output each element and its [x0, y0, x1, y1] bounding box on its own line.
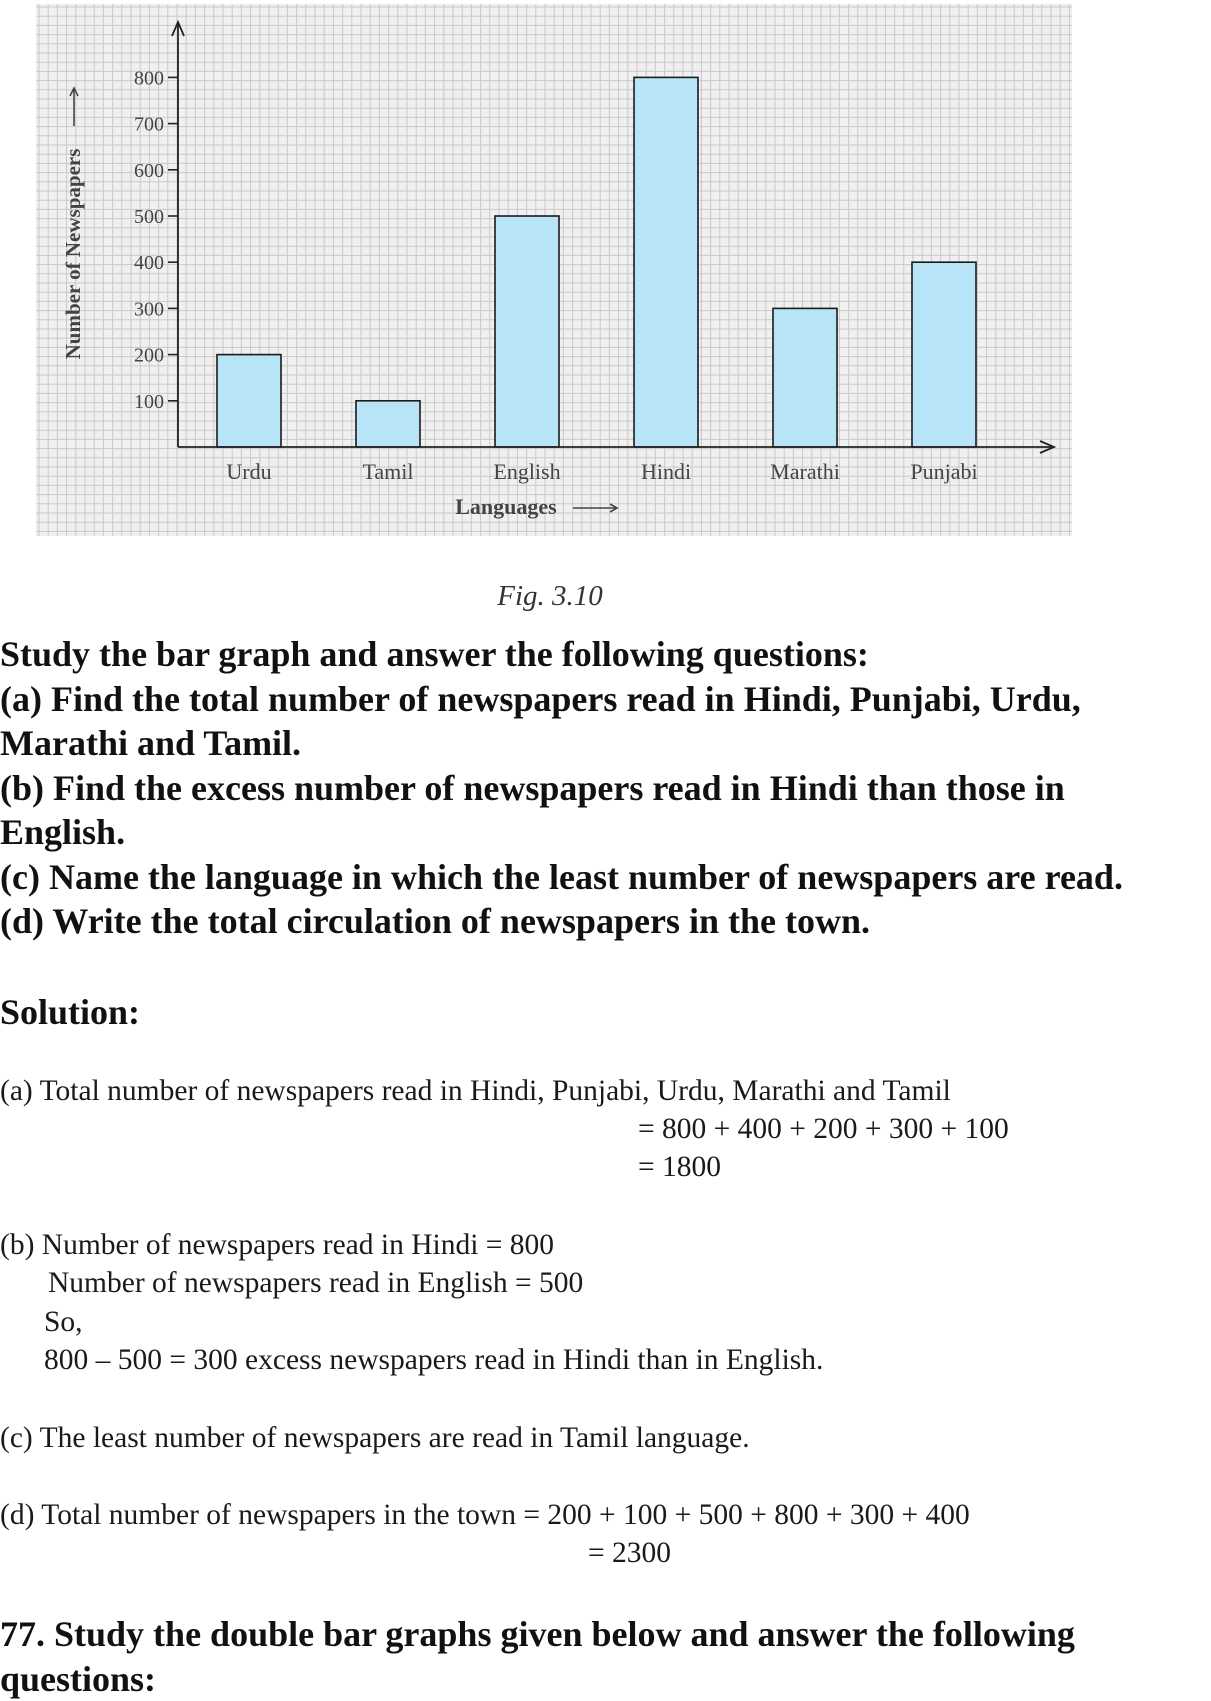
solution-b-so: So,	[44, 1306, 83, 1339]
next-question-line2: questions:	[0, 1657, 1211, 1701]
solution-heading: Solution:	[0, 991, 140, 1033]
question-c: (c) Name the language in which the least number of newspapers are read.	[0, 855, 1211, 900]
solution-b-english: Number of newspapers read in English = 500	[48, 1267, 583, 1300]
x-tick-label-urdu: Urdu	[226, 459, 271, 484]
x-tick-label-marathi: Marathi	[770, 459, 840, 484]
solution-a-result: = 1800	[638, 1151, 721, 1184]
x-tick-label-hindi: Hindi	[641, 459, 691, 484]
question-b-line2: English.	[0, 810, 1211, 855]
y-tick-label-500: 500	[134, 206, 164, 228]
bar-chart-svg	[36, 4, 1072, 536]
question-a-line2: Marathi and Tamil.	[0, 721, 1211, 766]
question-intro: Study the bar graph and answer the following questions:	[0, 632, 1211, 677]
y-tick-label-800: 800	[134, 67, 164, 89]
figure-caption: Fig. 3.10	[0, 580, 1100, 613]
x-tick-label-tamil: Tamil	[362, 459, 413, 484]
bar-english	[495, 216, 559, 447]
solution-c-answer: (c) The least number of newspapers are read in Tamil language.	[0, 1422, 750, 1455]
x-tick-label-punjabi: Punjabi	[910, 459, 977, 484]
y-tick-label-100: 100	[134, 391, 164, 413]
solution-b-result: 800 – 500 = 300 excess newspapers read in Hindi than in English.	[44, 1344, 823, 1377]
question-b-line1: (b) Find the excess number of newspapers read in Hindi than those in	[0, 766, 1211, 811]
x-axis-label: Languages	[455, 494, 557, 519]
y-tick-label-200: 200	[134, 345, 164, 367]
x-tick-label-english: English	[493, 459, 560, 484]
next-question-line1: 77. Study the double bar graphs given below and answer the following	[0, 1612, 1211, 1657]
question-a-line1: (a) Find the total number of newspapers read in Hindi, Punjabi, Urdu,	[0, 677, 1211, 722]
bar-tamil	[356, 401, 420, 447]
question-block	[0, 632, 1211, 944]
y-axis-label: Number of Newspapers	[61, 149, 85, 360]
bar-urdu	[217, 355, 281, 447]
bar-chart	[36, 4, 1072, 536]
question-d: (d) Write the total circulation of newspapers in the town.	[0, 899, 1211, 944]
solution-d-result: = 2300	[588, 1537, 671, 1570]
y-tick-label-600: 600	[134, 160, 164, 182]
y-tick-label-400: 400	[134, 252, 164, 274]
y-tick-label-300: 300	[134, 298, 164, 320]
bar-punjabi	[912, 262, 976, 447]
bar-hindi	[634, 77, 698, 447]
solution-b-hindi: (b) Number of newspapers read in Hindi = 800	[0, 1229, 554, 1262]
solution-a-sum: = 800 + 400 + 200 + 300 + 100	[638, 1113, 1009, 1146]
solution-d-statement: (d) Total number of newspapers in the town = 200 + 100 + 500 + 800 + 300 + 400	[0, 1499, 970, 1532]
next-question	[0, 1612, 1211, 1701]
solution-a-statement: (a) Total number of newspapers read in Hindi, Punjabi, Urdu, Marathi and Tamil	[0, 1075, 951, 1108]
bar-marathi	[773, 308, 837, 447]
y-tick-label-700: 700	[134, 114, 164, 136]
